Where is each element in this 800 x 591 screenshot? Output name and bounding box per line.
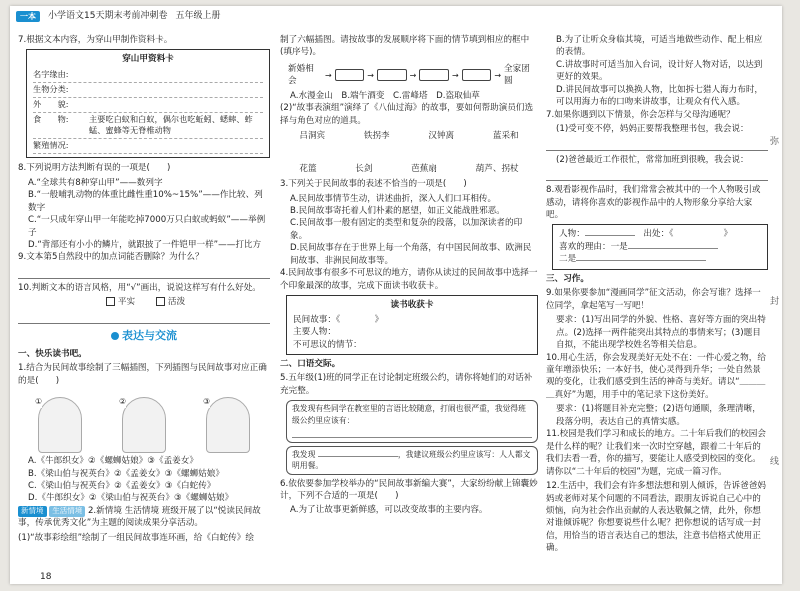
question-4: 4.民间故事有很多不可思议的地方，请你从读过的民间故事中选择一个印象最深的故事，完成下面读书收获卡。	[280, 268, 538, 291]
card-row-label: 繁殖情况:	[33, 140, 69, 151]
brand-logo: 一本	[16, 11, 40, 23]
answer-line[interactable]	[18, 267, 270, 279]
illustration-1	[35, 397, 82, 453]
option-c: C.讲故事时可适当加入台词，设计好人物对话，以达到更好的效果。	[556, 59, 763, 83]
illustrations	[18, 389, 270, 453]
character-name[interactable]: 蓝采和	[492, 131, 519, 142]
option-d: D.讲民间故事可以换换人物，比如拆七猎人海力布时，可以用海力布的口吻来讲故事，让观众有代入感。	[556, 84, 764, 108]
card-row-label: 食 物:	[33, 113, 69, 124]
question-9: 9.如果你要参加“漫画同学”征文活动，你会写谁？选择一位同学，拿起笔写一写吧！	[546, 288, 761, 311]
illustration-number: ①	[35, 397, 43, 407]
speech-bubble-1	[286, 400, 538, 443]
checkbox-plain[interactable]	[106, 297, 115, 306]
arrow-icon: →	[324, 70, 332, 80]
reading-card-row[interactable]: 主要人物：	[293, 327, 336, 338]
character-card	[552, 224, 768, 269]
card-row	[33, 113, 263, 140]
option-b: B.民间故事寄托着人们朴素的愿望，如正义能战胜邪恶。	[290, 205, 505, 216]
question-11: 11.校园是我们学习和成长的地方。二十年后我们的校园会是什么样的呢？让我们来一次时空穿越，跟着二十年后的我们去看一看，你的描写，要能让人感受到校园的变化。请你以“二十年后的校园”为题，完成一篇习作。	[546, 429, 766, 477]
prop-name[interactable]: 花篮	[299, 163, 317, 174]
card-title: 穿山甲资料卡	[122, 54, 174, 65]
answer-blank[interactable]	[628, 248, 718, 249]
option-a: A.为了让故事更新鲜感，可以改变故事的主要内容。	[290, 505, 488, 516]
question-7: 7.根据文本内容，为穿山甲制作资料卡。	[18, 35, 173, 45]
page-header	[16, 10, 220, 23]
arrow-icon: →	[494, 70, 502, 80]
question-7: 7.如果你遇到以下情景，你会怎样与父母沟通呢？	[546, 109, 735, 120]
story-flow	[288, 63, 538, 88]
question-1: 1.结合为民间故事绘制了三幅插图，下列插图与民间故事对应正确的是( )	[18, 363, 267, 386]
option-b: B.“一般哺乳动物的体重比雌性重10%~15%”——作比较、列数字	[28, 190, 263, 213]
question-10: 10.判断文本的语言风格，用“√”画出，说说这样写有什么好处。	[18, 282, 261, 293]
column-right	[546, 34, 768, 557]
style-choice	[18, 296, 270, 308]
event-options: A.水漫金山 B.端午酒变 C.雷峰塔 D.盗取仙草	[290, 90, 480, 101]
speech-lead: 我发现	[292, 449, 316, 459]
question-7-sub-1: (1)受可变不停，妈妈正要帮我整理书包，我会说：	[556, 124, 749, 135]
margin-label: 线	[770, 457, 780, 467]
answer-line[interactable]	[546, 169, 768, 181]
character-name[interactable]: 汉钟离	[428, 131, 455, 142]
character-card-row[interactable]: 人物： 出处：《 》	[559, 229, 733, 240]
option-a: A.民间故事情节生动，讲述曲折，深入人们口耳相传。	[290, 193, 497, 204]
flow-box[interactable]	[419, 69, 449, 81]
option-d: D.《牛郎织女》②《梁山伯与祝英台》③《螺蛳姑娘》	[28, 493, 234, 504]
props-row	[280, 163, 538, 175]
question-7-sub-2: (2)爸爸最近工作很忙，常常加班到很晚，我会说：	[556, 154, 749, 165]
question-2-sub-2: (2)“故事表演组”演绎了《八仙过海》的故事，要如何帮助演员们选择与角色对应的道具。	[280, 103, 534, 126]
character-card-label: 喜欢的理由：一是	[559, 241, 628, 252]
character-card-row[interactable]	[559, 241, 761, 253]
illustration-number: ②	[119, 397, 127, 407]
character-name[interactable]: 吕洞宾	[299, 131, 326, 142]
question-10-requirements: 要求：(1)将题目补充完整；(2)语句通顺，条理清晰，段落分明，表达自己的真情实感。	[556, 404, 761, 427]
column-middle	[280, 34, 538, 517]
grade-label: 五年级上册	[175, 11, 221, 21]
option-b: B.《梁山伯与祝英台》②《孟姜女》③《螺蛳姑娘》	[28, 468, 224, 479]
question-9: 9.文本第5自然段中的加点词能否删除？为什么？	[18, 252, 204, 263]
question-2-sub-1: (1)“故事彩绘组”绘制了一组民间故事连环画，给《白蛇传》绘	[18, 532, 254, 543]
question-2	[18, 505, 270, 530]
question-8: 8.观看影视作品时，我们常常会被其中的一个人物吸引或感动，请将你喜欢的影视作品中的人物形象分享给大家吧。	[546, 185, 761, 220]
page-number: 18	[40, 572, 52, 582]
speech-text: 我发现有些同学在教室里的言语比较随意，打闹也很严重，我觉得班级公约里应该有：	[292, 404, 526, 425]
illustration-3	[203, 397, 250, 453]
option-d: D.民间故事存在于世界上每一个角落，有中国民间故事、欧洲民间故事、非洲民间故事等。	[290, 243, 532, 266]
character-name[interactable]: 铁拐李	[363, 131, 390, 142]
illustration-2	[119, 397, 166, 453]
flow-box[interactable]	[377, 69, 407, 81]
speech-text: ，我建议班级公约里应该写：人人都文明用餐。	[292, 449, 531, 471]
question-10: 10.用心生活，你会发现美好无处不在：一件心爱之物，给童年增添快乐；一本好书，使心灵得到升华；一处自然景观的变化，让我们感受到生活的神奇与美好。请以“＿＿＿＿真好”为题，用手中的笔记录下这份美好。	[546, 352, 766, 400]
option-c: C.“一只成年穿山甲一年能吃掉7000万只白蚁或蚂蚁”——举例子	[28, 215, 266, 238]
new-context-tag: 新情境	[18, 506, 47, 517]
answer-line[interactable]	[546, 139, 768, 151]
answer-blank[interactable]	[585, 235, 635, 236]
character-card-label: 二是	[559, 254, 577, 265]
reading-card	[286, 295, 538, 355]
card-row-label: 生物分类:	[33, 83, 69, 94]
card-row[interactable]	[33, 68, 263, 83]
answer-line[interactable]	[292, 428, 532, 438]
card-row[interactable]	[33, 98, 263, 113]
arrow-icon: →	[367, 70, 374, 80]
prop-name[interactable]: 芭蕉扇	[411, 163, 437, 174]
book-title: 小学语文15天期末考前冲刺卷	[48, 11, 168, 21]
answer-line[interactable]	[18, 312, 270, 324]
prop-name[interactable]: 长剑	[355, 163, 373, 174]
column-left	[18, 34, 270, 546]
speech-bubble-2	[286, 446, 538, 475]
flow-start: 新婚相会	[288, 63, 314, 87]
option-d: D.“背部还有小小的鳞片，就跟披了一件铠甲一样”——打比方	[28, 239, 262, 250]
choice-plain-label: 平实	[117, 297, 136, 308]
flow-box[interactable]	[462, 69, 492, 81]
part-3-title: 三、习作。	[546, 273, 589, 284]
choice-lively-label: 活泼	[167, 297, 186, 308]
question-12: 12.生活中，我们会有许多想法想和别人倾诉，告诉爸爸妈妈或老师对某个问题的不同看法，跟朋友诉说自己心中的烦恼，向为社会作出贡献的人表达敬佩之情，此外，你想对谁倾诉呢？你想要说些什么呢？把你想说的话写成一封信，用恰当的语言表达自己的想法，注意书信格式使用正确。	[546, 481, 766, 554]
arrow-icon: →	[409, 70, 417, 80]
part-2-title: 二、口语交际。	[280, 358, 341, 369]
prop-name[interactable]: 葫芦、拐杖	[475, 163, 519, 174]
question-3: 3.下列关于民间故事的表述不恰当的一项是( )	[280, 179, 467, 190]
card-row-value: 主要吃白蚁和白蚁，偶尔也吃蚯蚓、蟋蟀、蚱蜢、蜜蜂等无脊椎动物	[89, 113, 253, 136]
characters-row	[280, 130, 538, 142]
card-row[interactable]	[33, 139, 263, 154]
question-2-continued: 制了六幅插图。请按故事的发展顺序将下面的情节填到相应的框中(填序号)。	[280, 35, 530, 58]
matching-gap	[280, 146, 538, 160]
section-title-text: 表达与交流	[122, 328, 177, 342]
part-1-title: 一、快乐读书吧。	[18, 348, 87, 359]
margin-label: 封	[770, 297, 780, 307]
option-b: B.为了让听众身临其境，可适当地做些动作、配上相应的表情。	[556, 35, 763, 58]
character-card-label: 人物：	[559, 229, 585, 240]
card-row[interactable]	[33, 83, 263, 98]
question-5: 5.五年级(1)班的同学正在讨论制定班级公约，请你将她们的对话补充完整。	[280, 373, 533, 396]
flow-end: 全家团圆	[504, 63, 530, 87]
answer-blank[interactable]	[318, 456, 398, 457]
reading-card-row[interactable]: 民间故事：《 》	[293, 314, 384, 325]
question-8: 8.下列说明方法判断有误的一项是( )	[18, 163, 171, 174]
question-6: 6.依依要参加学校举办的“民间故事新编大赛”，大家纷纷献上锦囊妙计，下列不合适的一项是( )	[280, 478, 538, 501]
section-dot-icon	[111, 332, 119, 340]
option-c: C.《梁山伯与祝英台》②《孟姜女》③《白蛇传》	[28, 480, 216, 491]
option-c: C.民间故事一般有固定的类型和复杂的段落，以加深读者的印象。	[290, 218, 523, 241]
character-card-row[interactable]	[559, 253, 761, 265]
checkbox-lively[interactable]	[156, 297, 165, 306]
flow-box[interactable]	[335, 69, 365, 81]
option-a: A.《牛郎织女》②《螺蛳姑娘》③《孟姜女》	[28, 456, 198, 467]
question-9-requirements: 要求：(1)写出同学的外貌、性格、喜好等方面的突出特点。(2)选择一两件能突出其特点的事情来写；(3)题目自拟，不能出现学校姓名等相关信息。	[556, 315, 766, 351]
illustration-number: ③	[203, 397, 211, 407]
card-row-label: 名字缘由:	[33, 68, 69, 79]
section-title	[18, 328, 270, 344]
question-2-text: 2.新情境 生活情境 班级开展了以“悦读民间故事，传承优秀文化”为主题的阅读成果分享活动。	[18, 505, 261, 529]
pangolin-info-card	[26, 49, 270, 158]
reading-card-title: 读书收获卡	[390, 300, 434, 311]
option-a: A.“全球共有8种穿山甲”——数列字	[28, 177, 163, 188]
margin-label: 弥	[770, 137, 780, 147]
reading-card-row[interactable]: 不可思议的情节：	[293, 339, 362, 350]
answer-blank[interactable]	[576, 260, 706, 261]
life-context-tag: 生活情境	[49, 506, 85, 517]
character-card-label: 出处：	[643, 229, 670, 240]
card-row-label: 外 貌:	[33, 98, 69, 109]
exam-page	[10, 6, 782, 584]
arrow-icon: →	[451, 70, 459, 80]
